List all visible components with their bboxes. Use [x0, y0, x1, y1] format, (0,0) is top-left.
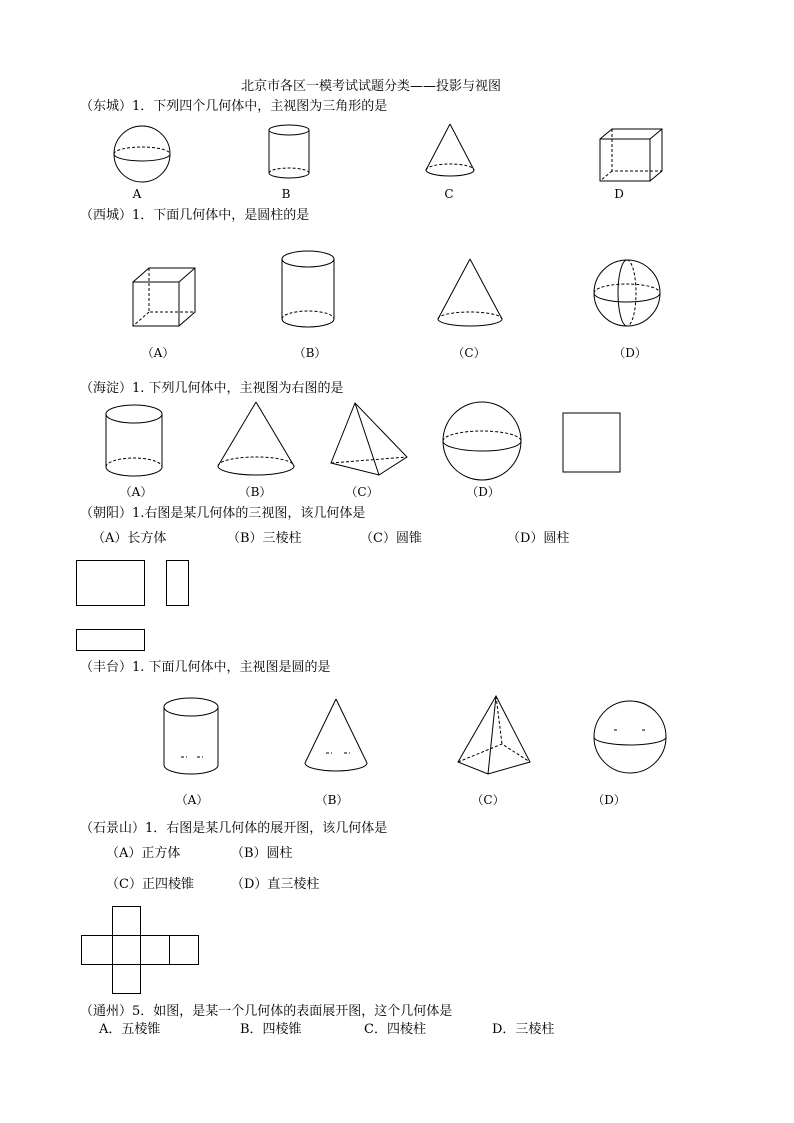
- option-c-text: （C）正四棱锥: [106, 877, 194, 892]
- sphere-figure: [112, 124, 172, 184]
- option-a-text: （A）正方体: [106, 846, 181, 861]
- cylinder-figure: [163, 697, 221, 777]
- option-c-text: C．四棱柱: [364, 1022, 426, 1037]
- question-5-text: （丰台）1. 下面几何体中，主视图是圆的是: [80, 660, 331, 675]
- cone-figure: [424, 122, 476, 180]
- cone-figure: [436, 257, 504, 329]
- cylinder-figure: [280, 249, 338, 329]
- option-d-label: （D）: [466, 485, 500, 499]
- option-a-text: A．五棱锥: [99, 1022, 161, 1037]
- option-a-label: A: [132, 187, 142, 201]
- option-b-label: B: [281, 187, 291, 201]
- option-a-label: （A）: [119, 485, 153, 499]
- sphere-figure: [441, 401, 523, 481]
- option-c-label: （C）: [471, 793, 505, 807]
- option-d-label: D: [614, 187, 624, 201]
- option-b-label: （B）: [315, 793, 349, 807]
- option-d-text: （D）圆柱: [507, 531, 570, 546]
- three-view-drawing: [76, 560, 192, 654]
- option-d-text: D．三棱柱: [492, 1022, 555, 1037]
- question-1-text: （东城）1．下列四个几何体中，主视图为三角形的是: [80, 99, 388, 114]
- option-b-text: （B）圆柱: [231, 846, 293, 861]
- cone-figure: [304, 697, 368, 775]
- cube-net-figure: [81, 906, 201, 996]
- option-c-label: （C）: [452, 346, 486, 360]
- cube-figure: [598, 127, 664, 183]
- question-2-text: （西城）1．下面几何体中，是圆柱的是: [80, 208, 310, 223]
- question-7-text: （通州）5．如图，是某一个几何体的表面展开图，这个几何体是: [80, 1004, 453, 1019]
- question-3-text: （海淀）1. 下列几何体中，主视图为右图的是: [80, 381, 344, 396]
- option-a-text: （A）长方体: [92, 531, 167, 546]
- option-c-text: （C）圆锥: [360, 531, 422, 546]
- option-a-label: （A）: [175, 793, 209, 807]
- option-c-label: （C）: [345, 485, 379, 499]
- pyramid-figure: [456, 694, 532, 776]
- cube-figure: [131, 266, 197, 328]
- square-front-view: [562, 412, 622, 474]
- pyramid-figure: [329, 401, 409, 477]
- option-d-text: （D）直三棱柱: [231, 877, 320, 892]
- question-4-text: （朝阳）1.右图是某几何体的三视图，该几何体是: [80, 506, 366, 521]
- option-d-label: （D）: [613, 346, 647, 360]
- cylinder-figure: [104, 403, 166, 478]
- page-title: 北京市各区一模考试试题分类——投影与视图: [241, 79, 502, 94]
- option-c-label: C: [444, 187, 454, 201]
- sphere-figure: [592, 258, 662, 328]
- option-b-text: B．四棱锥: [240, 1022, 302, 1037]
- sphere-figure: [592, 699, 668, 775]
- question-6-text: （石景山）1．右图是某几何体的展开图，该几何体是: [80, 821, 388, 836]
- option-b-text: （B）三棱柱: [227, 531, 302, 546]
- option-b-label: （B）: [293, 346, 327, 360]
- cylinder-figure: [268, 124, 314, 180]
- option-d-label: （D）: [592, 793, 626, 807]
- option-a-label: （A）: [141, 346, 175, 360]
- cone-figure: [216, 400, 296, 478]
- option-b-label: （B）: [238, 485, 272, 499]
